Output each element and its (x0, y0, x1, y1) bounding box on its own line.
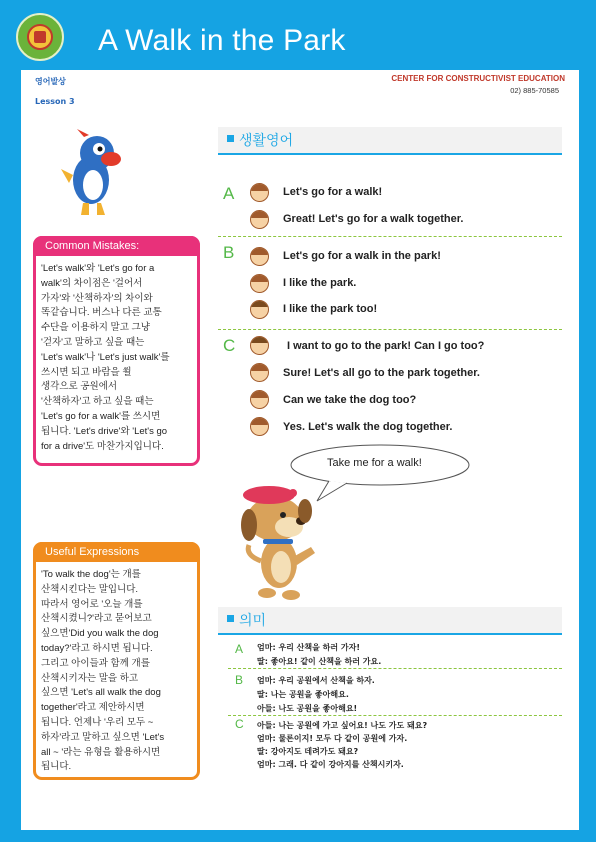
parrot-mascot-icon (59, 125, 129, 220)
divider (228, 715, 562, 716)
meaning-line: 엄마: 그래. 다 같이 강아지를 산책시키자. (257, 760, 404, 769)
box-title: Common Mistakes: (33, 236, 200, 256)
meaning-line: 아들: 나도 공원을 좋아해요! (257, 704, 358, 713)
meaning-line: 아들: 나는 공원에 가고 싶어요! 나도 가도 돼요? (257, 721, 428, 730)
dialog-letter-b: B (223, 243, 235, 262)
box-body: 'To walk the dog'는 개를 산책시킨다는 말입니다. 따라서 영어로 '오늘 개를 산책시켰니?'라고 묻어보고 싶으면'Did you walk the dog today?'라고 하시면 됩니다. 그리고 아이들과 함께 개를 산책시키자는 말을 하고 싶으면 'Let's all walk the dog together'라고 제안하시면 됩니다. 언제나 '우리 모두 ~ 하자'라고 말하고 싶으면 'Let's all ~ '라는 유형을 활용하시면 됩니다. (41, 569, 165, 773)
meaning-line: 딸: 강아지도 데려가도 돼요? (257, 747, 359, 756)
dialog-line: Yes. Let's walk the dog together. (283, 421, 453, 433)
section-header-meaning (218, 607, 562, 635)
divider (218, 329, 562, 330)
divider (218, 236, 562, 237)
speech-bubble-text: Take me for a walk! (327, 457, 422, 469)
boy-avatar (250, 300, 269, 319)
girl-avatar (250, 390, 269, 409)
useful-expressions-box (33, 542, 200, 780)
dialog-line: Can we take the dog too? (283, 394, 417, 406)
mom-avatar (250, 417, 269, 436)
dialog-line: I want to go to the park! Can I go too? (287, 340, 485, 352)
mom-avatar (250, 183, 269, 202)
meaning-line: 엄마: 우리 공원에서 산책을 하자. (257, 676, 375, 685)
page-title: A Walk in the Park (98, 24, 346, 57)
phone-number: 02) 885-70585 (510, 86, 559, 95)
dog-mascot-icon (227, 475, 327, 605)
boy-avatar (250, 336, 269, 355)
meaning-line: 엄마: 우리 산책을 하러 가자! (257, 643, 360, 652)
worksheet (21, 70, 579, 830)
meaning-letter-b: B (235, 673, 244, 687)
girl-avatar (250, 274, 269, 293)
section-title: 생활영어 (239, 133, 294, 149)
box-body: 'Let's walk'와 'Let's go for a walk'의 차이점은 '걸어서 가자'와 '산책하자'의 차이와 똑같습니다. 버스나 다른 교통 수단을 이용하지 말고 그냥 '걷자'고 말하고 싶을 때는 'Let's walk'나 'Let's just walk'를 쓰시면 되고 바람을 쐴 생각으로 공원에서 '산책하자'고 하고 싶을 때는 'Let's go for a walk'를 쓰시면 됩니다. 'Let's drive'와 'Let's go for a drive'도 마찬가지입니다. (41, 263, 170, 452)
divider (228, 668, 562, 669)
category-tag: 영어발상 (35, 77, 66, 86)
common-mistakes-box (33, 236, 200, 466)
meaning-letter-a: A (235, 642, 244, 656)
dialog-line: Great! Let's go for a walk together. (283, 213, 464, 225)
meaning-line: 엄마: 물론이지! 모두 다 같이 공원에 가자. (257, 734, 408, 743)
organization-name: CENTER FOR CONSTRUCTIVIST EDUCATION (391, 74, 565, 83)
dialog-letter-a: A (223, 184, 235, 203)
meaning-line: 딸: 좋아요! 같이 산책을 하러 가요. (257, 657, 382, 666)
section-header-conversation (218, 127, 562, 155)
lesson-label: Lesson 3 (35, 97, 75, 106)
mom-avatar (250, 247, 269, 266)
box-title: Useful Expressions (33, 542, 200, 562)
mom-avatar (250, 363, 269, 382)
section-title: 의미 (239, 613, 267, 629)
dialog-line: I like the park too! (283, 303, 378, 315)
girl-avatar (250, 210, 269, 229)
meaning-letter-c: C (235, 717, 244, 731)
dialog-letter-c: C (223, 336, 236, 355)
dialog-line: I like the park. (283, 277, 357, 289)
school-logo (16, 13, 64, 61)
dialog-line: Sure! Let's all go to the park together. (283, 367, 480, 379)
dialog-line: Let's go for a walk! (283, 186, 383, 198)
dialog-line: Let's go for a walk in the park! (283, 250, 441, 262)
meaning-line: 딸: 나는 공원을 좋아해요. (257, 690, 349, 699)
